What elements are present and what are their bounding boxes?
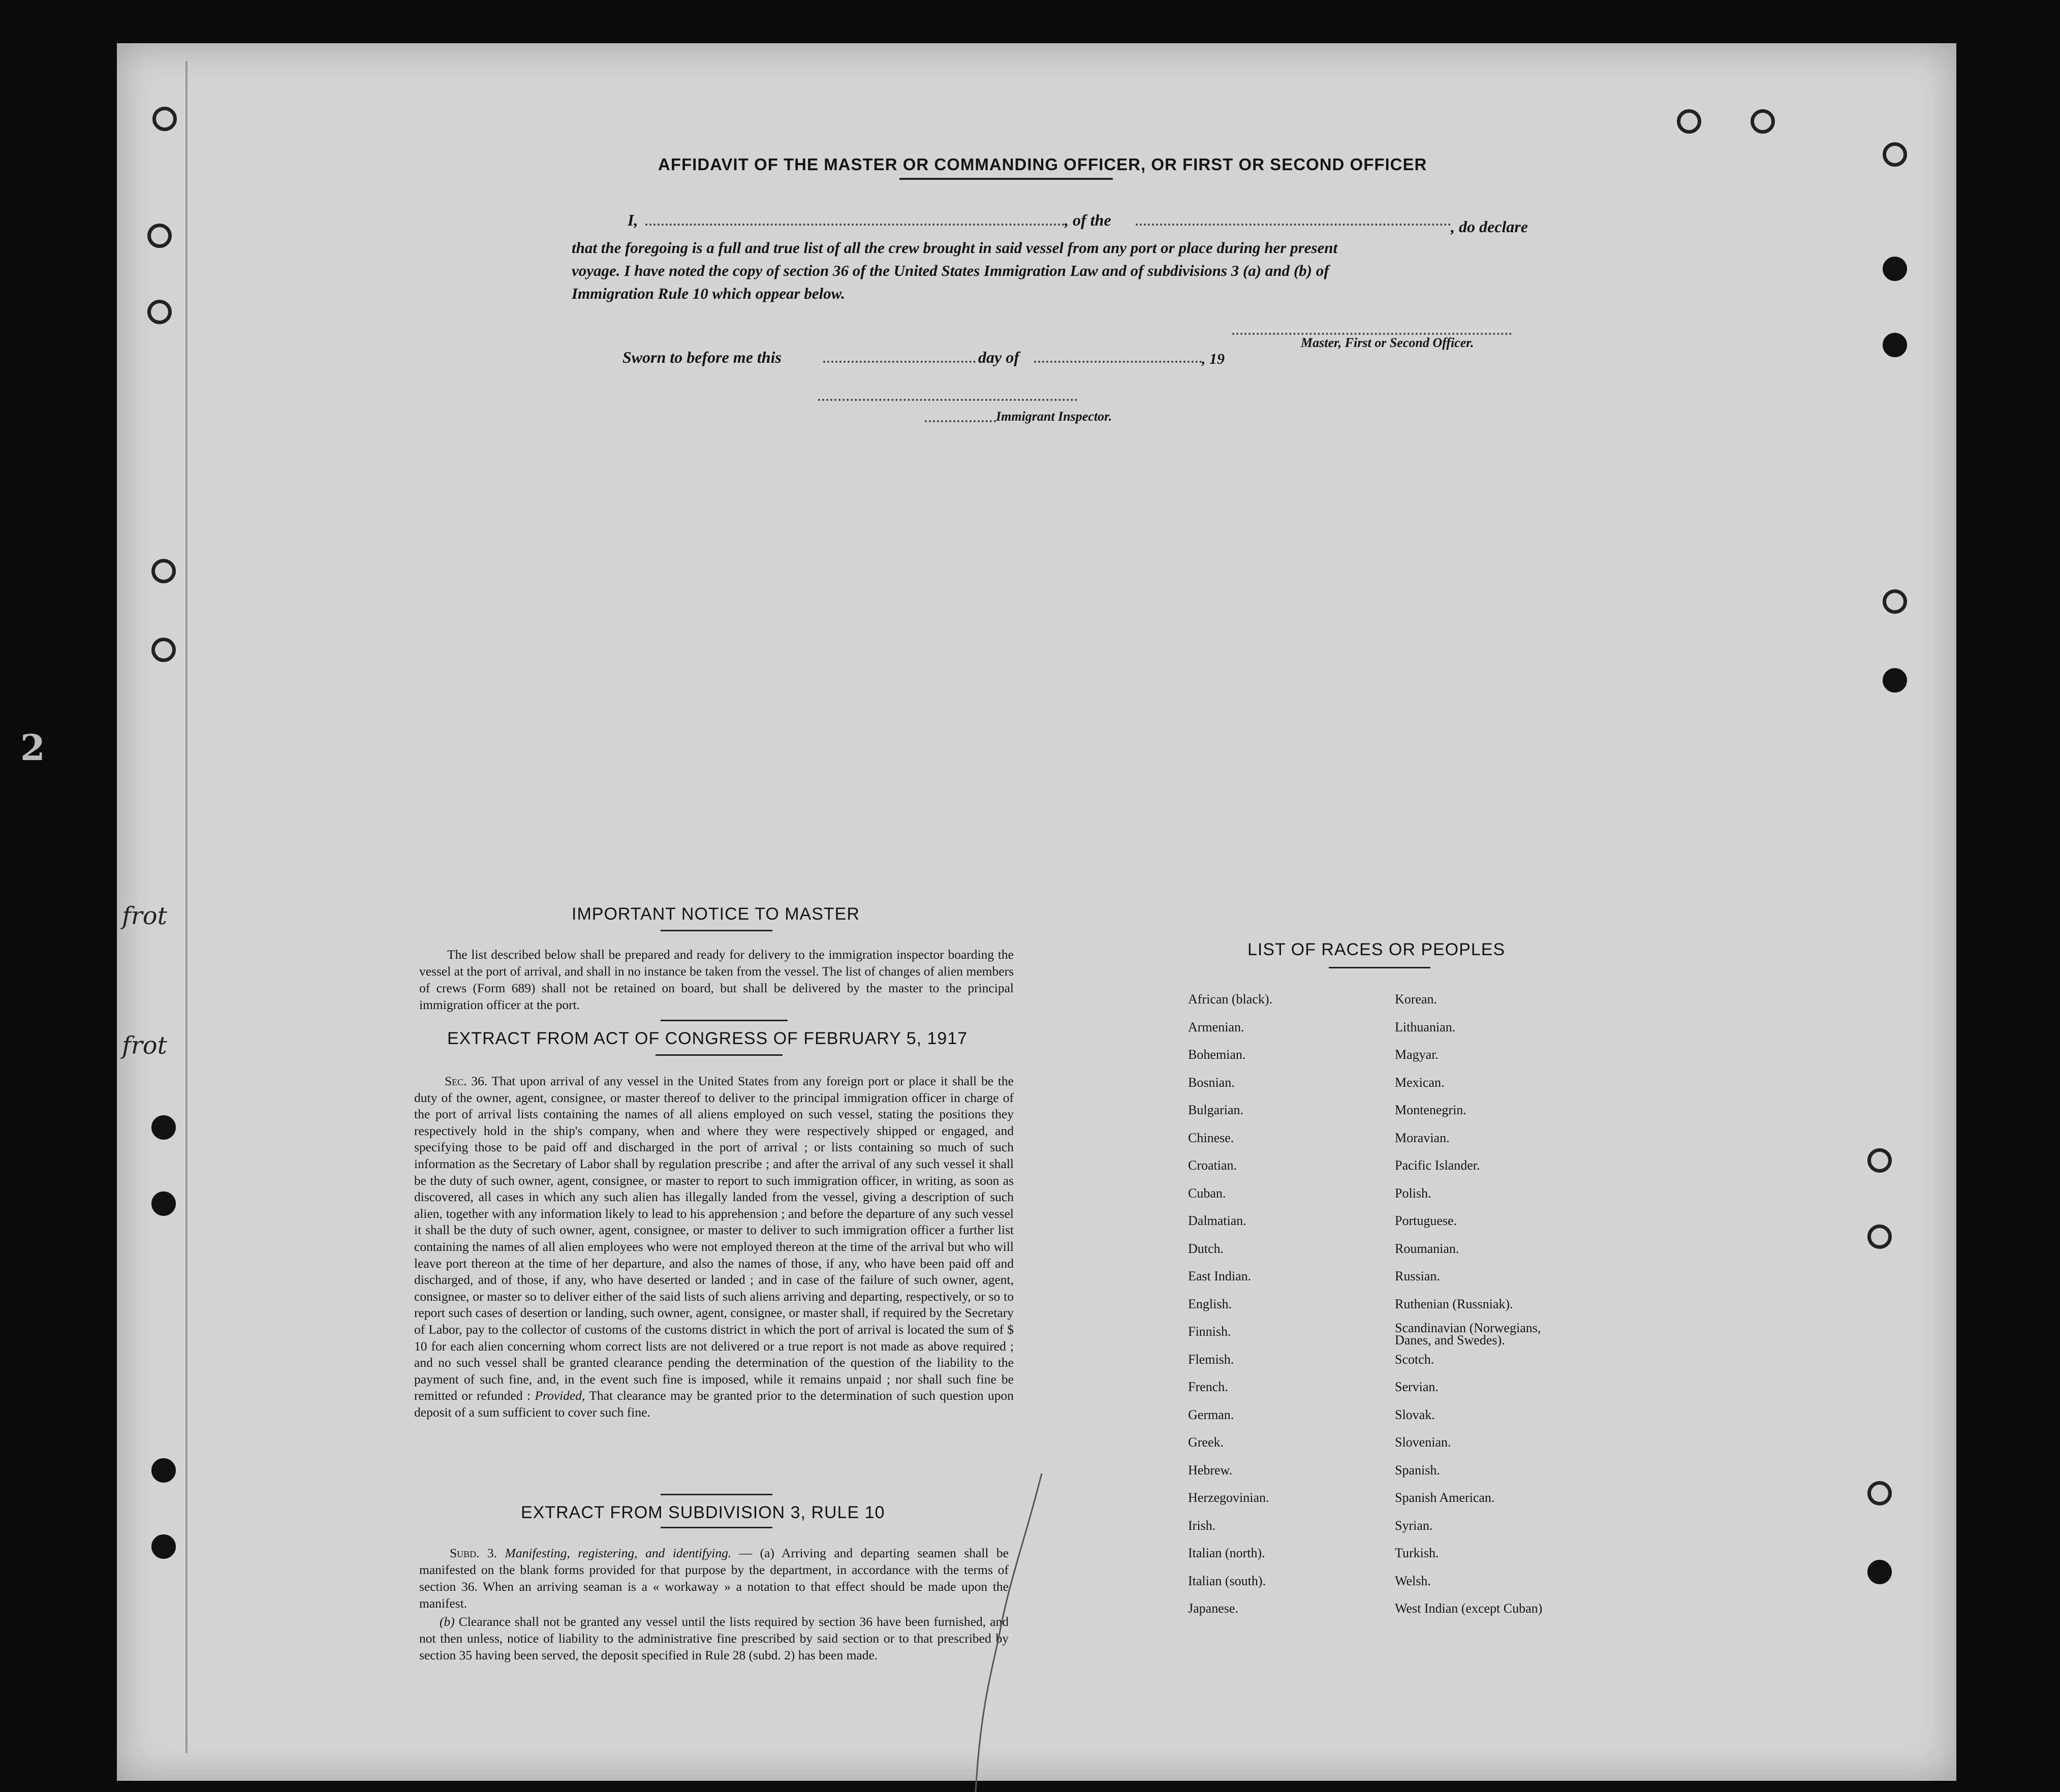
binder-hole bbox=[151, 559, 176, 583]
handwritten-note: frot bbox=[122, 1031, 167, 1060]
race-item: African (black). bbox=[1188, 992, 1273, 1007]
race-item: Italian (north). bbox=[1188, 1546, 1265, 1560]
race-item: Polish. bbox=[1395, 1185, 1431, 1201]
binder-hole bbox=[147, 224, 172, 248]
act-text bbox=[414, 1073, 1014, 1421]
race-item: Herzegovinian. bbox=[1188, 1490, 1269, 1505]
rule-a-text bbox=[419, 1545, 1009, 1612]
race-item: Korean. bbox=[1395, 992, 1438, 1007]
race-item: Scandinavian (Norwegians, Danes, and Swedes). bbox=[1395, 1321, 1541, 1347]
subd-heading: Manifesting, registering, and identifying. bbox=[505, 1546, 732, 1560]
race-item: Pacific Islander. bbox=[1395, 1158, 1480, 1173]
master-signature-label: Master, First or Second Officer. bbox=[1301, 335, 1474, 350]
inspector-signature-blank-2 bbox=[925, 420, 996, 422]
binder-hole bbox=[1751, 109, 1775, 134]
binder-hole bbox=[1677, 109, 1701, 134]
binder-hole bbox=[151, 1191, 176, 1216]
affidavit-line-4: Immigration Rule 10 which oppear below. bbox=[572, 285, 845, 302]
race-item: Croatian. bbox=[1188, 1158, 1237, 1173]
notice-title: IMPORTANT NOTICE TO MASTER bbox=[572, 904, 860, 924]
binder-hole bbox=[152, 107, 177, 131]
affidavit-do-declare: , do declare bbox=[1451, 217, 1528, 236]
inspector-label: Immigrant Inspector. bbox=[996, 409, 1112, 424]
race-item: Cuban. bbox=[1188, 1185, 1226, 1201]
races-title: LIST OF RACES OR PEOPLES bbox=[1247, 940, 1506, 959]
notice-body: The list described below shall be prepared and ready for delivery to the immigration inspector boarding the vessel at the port of arrival, and shall in no instance be taken from the vessel. The list of changes of alien members of crews (Form 689) shall not be retained on board, but shall be delivered by the master to the principal immigration officer at the port. bbox=[419, 947, 1014, 1012]
binder-hole bbox=[1883, 142, 1907, 167]
race-item: Scotch. bbox=[1395, 1351, 1434, 1367]
race-item: Slovenian. bbox=[1395, 1435, 1451, 1450]
inspector-signature-blank bbox=[818, 399, 1077, 401]
binder-hole bbox=[1883, 333, 1907, 357]
race-item: Servian. bbox=[1395, 1379, 1439, 1394]
sworn-text: Sworn to before me this bbox=[622, 348, 782, 366]
master-signature-blank bbox=[1232, 333, 1512, 335]
race-item: Greek. bbox=[1188, 1435, 1224, 1450]
divider bbox=[661, 1020, 788, 1021]
handwritten-note: frot bbox=[122, 902, 167, 930]
show-through-text: ……… ………… ……… ………… ……… ………… ……… ………… ……… ………… ……… ………… ……… ………… bbox=[407, 620, 898, 635]
side-mark: 2 bbox=[20, 727, 45, 769]
binder-hole bbox=[1883, 257, 1907, 281]
affidavit-line-2: that the foregoing is a full and true list of all the crew brought in said vessel from any port or place during her present bbox=[572, 239, 1338, 257]
race-item: Japanese. bbox=[1188, 1601, 1238, 1616]
notice-text bbox=[419, 946, 1014, 1013]
name-blank bbox=[645, 224, 1065, 226]
race-item: Mexican. bbox=[1395, 1075, 1445, 1090]
margin-line bbox=[185, 61, 188, 1753]
race-item: Lithuanian. bbox=[1395, 1019, 1456, 1034]
divider bbox=[661, 1494, 772, 1495]
divider bbox=[656, 1054, 783, 1056]
race-item: French. bbox=[1188, 1379, 1228, 1394]
race-item: Russian. bbox=[1395, 1269, 1440, 1283]
race-item: Irish. bbox=[1188, 1518, 1216, 1533]
affidavit-of-the: , of the bbox=[1065, 211, 1111, 229]
race-item: Moravian. bbox=[1395, 1130, 1450, 1145]
show-through-text: ……… ………… ……… ………… ……… ………… ……… ………… ……… ………… ……… ………… ……… ………… bbox=[407, 803, 898, 818]
act-body: That upon arrival of any vessel in the United States from any foreign port or place it shall be the duty of the owner, agent, consignee, or master thereof to deliver to the principal immigration officer in charge of the port of arrival lists containing the names of all aliens employed on such vessel, stating the positions they respectively hold in the ship's company, when and where they were respectively shipped or engaged, and specifying those to be paid off and discharged in the port of arrival ; or lists containing so much of such information as the Secretary of Labor shall by regulation prescribe ; and after the arrival of any such vessel it shall be the duty of such owner, agent, consignee, or master to report to such immigration officer, in writing, as soon as discovered, all cases in which any such alien has illegally landed from the vessel, giving a description of such alien, together with any information likely to lead to his apprehension ; and before the departure of any such vessel it shall be the duty of such owner, agent, consignee, or master to deliver to such immigration officer a further list containing the names of all alien employees who were not employed thereon at the time of the arrival but who will leave port thereon at the time of her departure, and also the names of those, if any, who have been paid off and discharged, and of those, if any, who have deserted or landed ; and in case of the failure of such owner, agent, consignee, or master so to deliver either of the said lists of such aliens arriving and departing, respectively, or so to report such cases of desertion or landing, such owner, agent, consignee, or master shall, if required by the Secretary of Labor, pay to the collector of customs of the customs district in which the port of arrival is located the sum of $ 10 for each alien concerning whom correct lists are not delivered or a true report is not made as above required ; and no such vessel shall be granted clearance pending the determination of the question of the liability to the payment of such fine, and, in the event such fine is imposed, while it remains unpaid ; nor shall such fine be remitted or refunded : bbox=[414, 1074, 1014, 1403]
show-through-text: ……… ………… ……… ………… ……… ………… ……… ………… ……… ………… ……… ………… ……… ………… bbox=[407, 711, 898, 727]
race-item: Spanish. bbox=[1395, 1462, 1440, 1477]
year-text: , 19 bbox=[1202, 351, 1225, 367]
race-item: East Indian. bbox=[1188, 1269, 1252, 1283]
vessel-blank bbox=[1136, 224, 1451, 226]
rule-b-body: Clearance shall not be granted any vessel until the lists required by section 36 have been furnished, and not then unless, notice of liability to the administrative fine prescribed by said section or to that prescribed by section 35 having been served, the deposit specified in Rule 28 (subd. 2) has been made. bbox=[419, 1614, 1009, 1662]
race-item: Welsh. bbox=[1395, 1573, 1431, 1588]
divider bbox=[899, 178, 1113, 180]
binder-hole bbox=[151, 1458, 176, 1483]
rule-b-text bbox=[419, 1613, 1009, 1663]
race-item: Slovak. bbox=[1395, 1407, 1435, 1422]
race-item: Ruthenian (Russniak). bbox=[1395, 1296, 1513, 1311]
race-item: Spanish American. bbox=[1395, 1490, 1495, 1505]
affidavit-title: AFFIDAVIT OF THE MASTER OR COMMANDING OFFICER, OR FIRST OR SECOND OFFICER bbox=[658, 155, 1427, 174]
month-blank bbox=[1034, 361, 1202, 363]
race-item: Armenian. bbox=[1188, 1019, 1244, 1034]
affidavit-i: I, bbox=[628, 211, 638, 229]
race-item: Roumanian. bbox=[1395, 1241, 1459, 1256]
race-item: Bohemian. bbox=[1188, 1047, 1246, 1062]
binder-hole bbox=[1867, 1560, 1892, 1584]
binder-hole bbox=[1867, 1224, 1892, 1249]
race-item: Dalmatian. bbox=[1188, 1213, 1246, 1228]
binder-hole bbox=[1883, 589, 1907, 614]
divider bbox=[661, 1527, 772, 1528]
day-of-text: day of bbox=[978, 348, 1019, 366]
race-item: Hebrew. bbox=[1188, 1462, 1233, 1477]
binder-hole bbox=[1883, 668, 1907, 693]
race-item: Portuguese. bbox=[1395, 1213, 1457, 1228]
race-item: Magyar. bbox=[1395, 1047, 1439, 1062]
section-label: Sec. 36. bbox=[445, 1074, 488, 1088]
race-item: Bulgarian. bbox=[1188, 1103, 1244, 1117]
race-item: Flemish. bbox=[1188, 1351, 1234, 1367]
binder-hole bbox=[151, 1534, 176, 1559]
rule-b-label: (b) bbox=[440, 1614, 455, 1629]
day-blank bbox=[823, 361, 976, 363]
race-item: West Indian (except Cuban) bbox=[1395, 1601, 1543, 1616]
divider bbox=[661, 930, 772, 931]
show-through-text: ……… ………… ……… ………… ……… ………… ……… ………… ……… ………… ……… ………… ……… ………… bbox=[407, 528, 898, 544]
race-item: Turkish. bbox=[1395, 1546, 1439, 1560]
act-body-end: That clearance may be granted prior to the determination of such question upon deposit of a sum sufficient to cover such fine. bbox=[414, 1388, 1014, 1420]
binder-hole bbox=[151, 638, 176, 662]
rule-title: EXTRACT FROM SUBDIVISION 3, RULE 10 bbox=[521, 1503, 885, 1522]
tear-line bbox=[965, 1473, 1067, 1792]
race-item: Syrian. bbox=[1395, 1518, 1433, 1533]
divider bbox=[1329, 967, 1430, 968]
affidavit-line-3: voyage. I have noted the copy of section 36 of the United States Immigration Law and of subdivisions 3 (a) and (b) of bbox=[572, 262, 1329, 279]
binder-hole bbox=[151, 1115, 176, 1140]
binder-hole bbox=[147, 300, 172, 324]
race-item: Italian (south). bbox=[1188, 1573, 1266, 1588]
race-item: Bosnian. bbox=[1188, 1075, 1235, 1090]
race-item: Dutch. bbox=[1188, 1241, 1224, 1256]
act-title: EXTRACT FROM ACT OF CONGRESS OF FEBRUARY 5, 1917 bbox=[447, 1029, 968, 1048]
race-item: Montenegrin. bbox=[1395, 1103, 1466, 1117]
race-item: Chinese. bbox=[1188, 1130, 1234, 1145]
subd-label: Subd. 3. bbox=[450, 1546, 497, 1560]
race-item: German. bbox=[1188, 1407, 1234, 1422]
binder-hole bbox=[1867, 1148, 1892, 1173]
rule-a-body: — (a) Arriving and departing seamen shall be manifested on the blank forms provided for that purpose by the department, in accordance with the terms of section 36. When an arriving seaman is a « workaway » a notation to that effect should be made upon the manifest. bbox=[419, 1546, 1009, 1611]
race-item: English. bbox=[1188, 1296, 1232, 1311]
race-item: Finnish. bbox=[1188, 1324, 1231, 1339]
binder-hole bbox=[1867, 1481, 1892, 1505]
show-through-text: ……… ………… ……… ………… ……… ………… ……… ………… ……… ………… ……… ………… ……… ………… bbox=[407, 437, 898, 452]
provided-label: Provided, bbox=[535, 1388, 585, 1403]
